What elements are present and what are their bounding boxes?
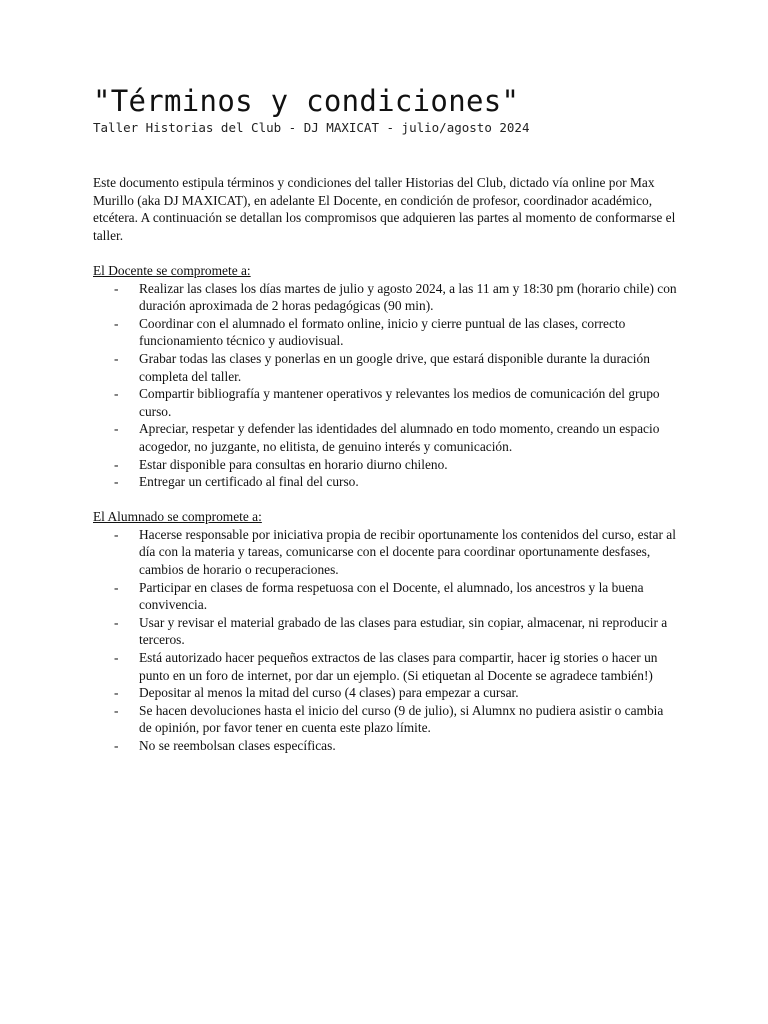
- bullet-dash: -: [114, 386, 119, 402]
- list-item: [93, 684, 678, 702]
- terms-list-docente: [93, 280, 678, 491]
- list-item-text: Entregar un certificado al final del curso.: [139, 474, 359, 490]
- list-item: [93, 473, 678, 491]
- list-item: [93, 614, 678, 649]
- bullet-dash: -: [114, 350, 119, 366]
- bullet-dash: -: [114, 526, 119, 542]
- bullet-dash: -: [114, 280, 119, 296]
- list-item: [93, 702, 678, 737]
- list-item-text: Grabar todas las clases y ponerlas en un google drive, que estará disponible durante la duración completa del taller.: [139, 350, 650, 384]
- list-item-text: Apreciar, respetar y defender las identidades del alumnado en todo momento, creando un espacio acogedor, no juzgante, no elitista, de genuino interés y comunicación.: [139, 421, 660, 454]
- list-item: [93, 579, 678, 614]
- bullet-dash: -: [114, 456, 119, 472]
- list-item: [93, 280, 678, 315]
- list-item: [93, 385, 678, 420]
- list-item: [93, 526, 678, 579]
- section-heading-docente: El Docente se compromete a:: [93, 262, 251, 278]
- section-heading-alumnado: El Alumnado se compromete a:: [93, 509, 262, 525]
- bullet-dash: -: [114, 315, 119, 331]
- list-item-text: Está autorizado hacer pequeños extractos de las clases para compartir, hacer ig stories o hacer un punto en un foro de internet, por dar un ejemplo. (Si etiquetan al Docente se agradece también!): [139, 650, 658, 683]
- list-item-text: Participar en clases de forma respetuosa con el Docente, el alumnado, los ancestros y la buena convivencia.: [139, 579, 644, 613]
- list-item-text: Coordinar con el alumnado el formato online, inicio y cierre puntual de las clases, correcto funcionamiento técnico y audiovisual.: [139, 315, 626, 349]
- list-item-text: Compartir bibliografía y mantener operativos y relevantes los medios de comunicación del grupo curso.: [139, 386, 660, 419]
- bullet-dash: -: [114, 738, 119, 753]
- bullet-dash: -: [114, 579, 119, 595]
- bullet-dash: -: [114, 614, 119, 630]
- bullet-dash: -: [114, 474, 119, 490]
- list-item: [93, 737, 678, 755]
- list-item-text: No se reembolsan clases específicas.: [139, 738, 336, 753]
- bullet-dash: -: [114, 650, 119, 666]
- document-title: "Términos y condiciones": [93, 84, 520, 118]
- terms-list-alumnado: [93, 526, 678, 755]
- list-item: [93, 315, 678, 350]
- intro-paragraph: Este documento estipula términos y condiciones del taller Historias del Club, dictado vía online por Max Murillo (aka DJ MAXICAT), en adelante El Docente, en condición de profesor, coordinador académico, etcétera. A continuación se detallan los compromisos que adquieren las partes al momento de conformarse el taller.: [93, 175, 676, 243]
- document-page: [93, 82, 678, 755]
- bullet-dash: -: [114, 702, 119, 718]
- list-item: [93, 456, 678, 474]
- bullet-dash: -: [114, 685, 119, 701]
- list-item-text: Estar disponible para consultas en horario diurno chileno.: [139, 456, 448, 472]
- list-item-text: Hacerse responsable por iniciativa propia de recibir oportunamente los contenidos del curso, estar al día con la materia y tareas, comunicarse con el docente para coordinar oportunamente desfases, cambios de horario o recuperaciones.: [139, 526, 676, 578]
- document-subtitle: Taller Historias del Club - DJ MAXICAT - julio/agosto 2024: [93, 120, 530, 135]
- list-item-text: Usar y revisar el material grabado de las clases para estudiar, sin copiar, almacenar, ni reproducir a terceros.: [139, 614, 668, 648]
- list-item-text: Se hacen devoluciones hasta el inicio del curso (9 de julio), si Alumnx no pudiera asistir o cambia de opinión, por favor tener en cuenta este plazo límite.: [139, 702, 664, 736]
- bullet-dash: -: [114, 421, 119, 437]
- list-item: [93, 649, 678, 684]
- list-item: [93, 350, 678, 385]
- list-item-text: Realizar las clases los días martes de julio y agosto 2024, a las 11 am y 18:30 pm (horario chile) con duración aproximada de 2 horas pedagógicas (90 min).: [139, 280, 677, 314]
- list-item: [93, 420, 678, 455]
- list-item-text: Depositar al menos la mitad del curso (4 clases) para empezar a cursar.: [139, 685, 519, 701]
